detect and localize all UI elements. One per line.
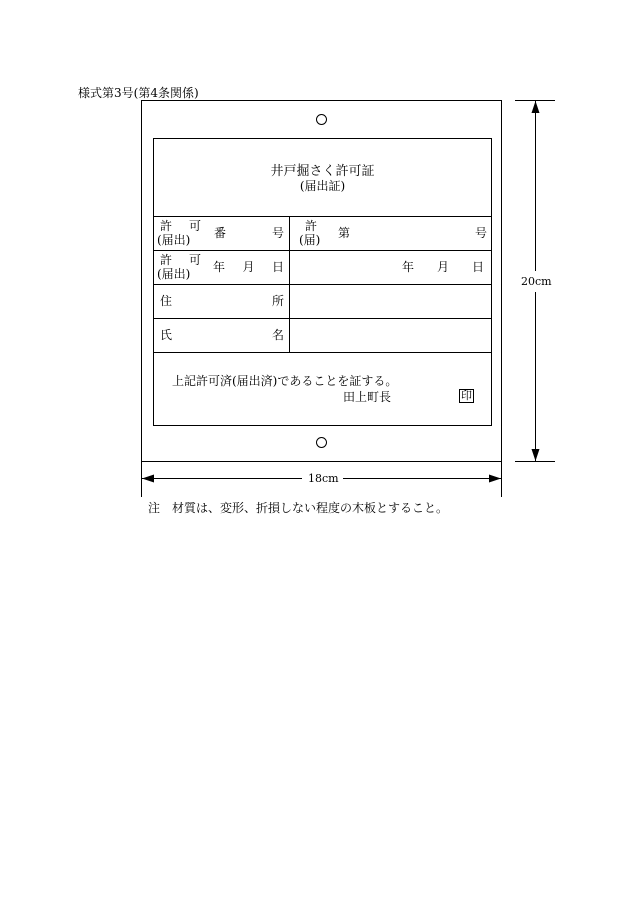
name-label: 氏 名 [160, 328, 284, 342]
nail-hole-top-icon [316, 114, 327, 125]
height-dimension-label: 20cm [521, 275, 552, 288]
number-suffix: 号 [475, 226, 488, 240]
certificate-subtitle: (届出証) [299, 179, 346, 193]
number-prefix: 第 [338, 226, 351, 240]
row1-label-top: 許 可 [160, 219, 201, 233]
seal-mark: 印 [461, 389, 472, 402]
row1-right-bottom: (届) [299, 233, 321, 247]
column-divider [289, 216, 290, 352]
certification-statement: 上記許可済(届出済)であることを証する。 [172, 374, 398, 388]
material-note: 注 材質は、変形、折損しない程度の木板とすること。 [148, 501, 449, 515]
row-divider [153, 318, 492, 319]
row2-label-top: 許 可 [160, 253, 201, 267]
row1-label-bottom: (届出) [157, 233, 191, 247]
date-left: 年 月 日 [213, 260, 284, 274]
width-dimension-label: 18cm [308, 472, 339, 485]
number-field-label: 番 号 [214, 226, 284, 240]
nail-hole-bottom-icon [316, 437, 327, 448]
date-right: 年 月 日 [402, 260, 484, 274]
certificate-title: 井戸掘さく許可証 [270, 164, 375, 179]
row-divider [153, 216, 492, 217]
row1-right-top: 許 [305, 219, 318, 233]
issuer-name: 田上町長 [343, 390, 392, 404]
row-divider [153, 284, 492, 285]
address-label: 住 所 [160, 294, 284, 308]
form-number-label: 様式第3号(第4条関係) [78, 86, 199, 100]
row-divider [153, 352, 492, 353]
row-divider [153, 250, 492, 251]
row2-label-bottom: (届出) [157, 267, 191, 281]
